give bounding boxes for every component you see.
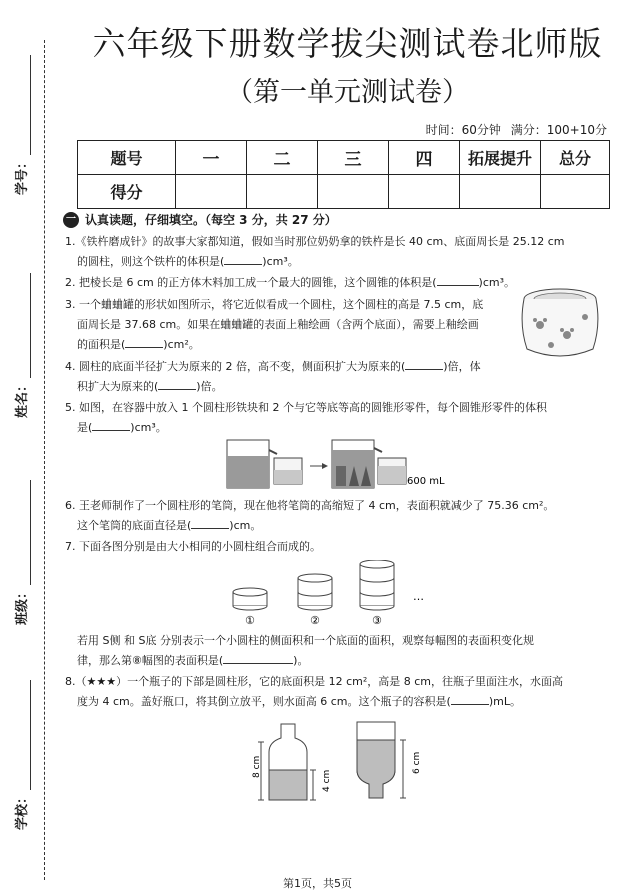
water-height-label: 4 cm: [322, 769, 332, 792]
q3-unit: )cm²。: [163, 338, 200, 351]
score-table: [77, 140, 610, 209]
container-figure: [222, 436, 472, 492]
header-cell: 三: [318, 141, 389, 175]
q4-text-4: )倍。: [196, 380, 223, 393]
answer-blank[interactable]: [158, 389, 196, 390]
page-subtitle: （第一单元测试卷）: [226, 77, 469, 108]
inverted-water-height-label: 6 cm: [412, 751, 422, 774]
bottle-figure: [245, 718, 435, 806]
q5-line-2: [65, 418, 605, 438]
student-no-label: 学号：: [15, 155, 30, 195]
q3-line-1: 3. 一个蛐蛐罐的形状如图所示，将它近似看成一个圆柱，这个圆柱的高是 7.5 cm，底: [65, 298, 484, 311]
q3-text: 的面积是(: [77, 338, 126, 351]
q8-line-1: 8.（★★★）一个瓶子的下部是圆柱形，它的底面积是 12 cm²，高是 8 cm，往瓶子里面注水，水面高: [65, 675, 563, 688]
question-3: [65, 295, 515, 355]
section-heading: [63, 211, 337, 228]
q7-line-3: [65, 651, 605, 671]
q6-line-2: [65, 516, 605, 536]
q8-text: 度为 4 cm。盖好瓶口，将其倒立放平，则水面高 6 cm。这个瓶子的容积是(: [77, 695, 451, 708]
q2-text: 2. 把棱长是 6 cm 的正方体木料加工成一个最大的圆锥，这个圆锥的体积是(: [65, 276, 437, 289]
q6-text: 这个笔筒的底面直径是(: [77, 519, 192, 532]
answer-blank[interactable]: [125, 347, 163, 348]
answer-blank[interactable]: [92, 430, 130, 431]
school-label: 学校：: [15, 790, 30, 830]
school-line: [30, 680, 31, 790]
question-5: [65, 398, 605, 438]
q1-text: 的圆柱，则这个铁杵的体积是(: [77, 255, 225, 268]
q6-unit: )cm。: [229, 519, 262, 532]
score-cell[interactable]: [318, 175, 389, 209]
q3-line-3: [65, 335, 515, 355]
q5-unit: )cm³。: [130, 421, 167, 434]
question-7-rule: [65, 631, 605, 671]
question-1: [65, 232, 605, 272]
full-score: 满分：100+10分: [510, 123, 607, 137]
name-label: 姓名：: [15, 378, 30, 418]
answer-blank[interactable]: [224, 264, 262, 265]
score-table-header-row: [78, 141, 610, 175]
q4-text: 4. 圆柱的底面半径扩大为原来的 2 倍，高不变，侧面积扩大为原来的(: [65, 360, 406, 373]
header-cell: 二: [247, 141, 318, 175]
q7-line-1: 7. 下面各图分别是由大小相同的小圆柱组合而成的。: [65, 540, 321, 553]
q2-unit: )cm³。: [478, 276, 516, 289]
q8-line-2: [65, 692, 605, 712]
class-line: [30, 480, 31, 585]
header-cell: 总分: [541, 141, 610, 175]
header-cell: 四: [389, 141, 460, 175]
answer-blank[interactable]: [451, 704, 489, 705]
height-label: 8 cm: [252, 755, 262, 778]
figure-label: ③: [372, 614, 382, 627]
q6-line-1: 6. 王老师制作了一个圆柱形的笔筒，现在他将笔筒的高缩短了 4 cm，表面积就减少了 75.36 cm²。: [65, 499, 555, 512]
page-title: 六年级下册数学拔尖测试卷北师版: [92, 24, 603, 63]
section-number: 一: [63, 212, 79, 228]
score-table-score-row: [78, 175, 610, 209]
binding-strip: [0, 0, 48, 896]
score-cell[interactable]: [541, 175, 610, 209]
score-label: 得分: [78, 175, 176, 209]
q4-text-3: 积扩大为原来的(: [77, 380, 159, 393]
q3-line-2: 面周长是 37.68 cm。如果在蛐蛐罐的表面上釉绘画（含两个底面），需要上釉绘画: [77, 318, 479, 331]
cricket-jar-figure: [515, 285, 605, 363]
question-no-label: 题号: [78, 141, 176, 175]
q4-line-1: [65, 357, 605, 377]
score-cell[interactable]: [176, 175, 247, 209]
score-cell[interactable]: [247, 175, 318, 209]
question-6: [65, 496, 605, 536]
page-footer: 第1页，共5页: [283, 877, 352, 890]
q7-end: )。: [293, 654, 309, 667]
score-cell[interactable]: [389, 175, 460, 209]
ellipsis-label: …: [413, 590, 424, 603]
q7-line-2: 若用 S侧 和 S底 分别表示一个小圆柱的侧面积和一个底面的面积，观察每幅图的表面积变化规: [77, 634, 534, 647]
score-cell[interactable]: [460, 175, 541, 209]
q4-line-2: [65, 377, 605, 397]
student-no-line: [30, 55, 31, 155]
q5-line-1: 5. 如图，在容器中放入 1 个圆柱形铁块和 2 个与它等底等高的圆锥形零件，每个圆锥形零件的体积: [65, 401, 547, 414]
q8-unit: )mL。: [488, 695, 521, 708]
exam-meta: [420, 121, 607, 138]
answer-blank[interactable]: [191, 528, 229, 529]
class-label: 班级：: [15, 585, 30, 625]
answer-blank[interactable]: [405, 369, 443, 370]
q1-line-1: 1.《铁杵磨成针》的故事大家都知道，假如当时那位奶奶拿的铁杵是长 40 cm、底面周长是 25.12 cm: [65, 235, 565, 248]
figure-label: ②: [310, 614, 320, 627]
q4-text-2: )倍，体: [443, 360, 481, 373]
q5-text: 是(: [77, 421, 93, 434]
header-cell: 一: [176, 141, 247, 175]
answer-blank[interactable]: [437, 285, 479, 286]
header-cell: 拓展提升: [460, 141, 541, 175]
question-7: [65, 537, 605, 557]
question-8: [65, 672, 605, 712]
figure-label: ①: [245, 614, 255, 627]
q1-line-2: [65, 252, 605, 272]
answer-blank[interactable]: [223, 663, 293, 664]
q1-unit: )cm³。: [262, 255, 299, 268]
section-title: 认真读题，仔细填空。（每空 3 分，共 27 分）: [85, 213, 337, 227]
time-limit: 时间：60分钟: [425, 123, 501, 137]
volume-label: 600 mL: [407, 476, 445, 487]
name-line: [30, 273, 31, 378]
question-4: [65, 357, 605, 397]
cut-line: [44, 40, 45, 880]
stacked-cylinders-figure: [228, 560, 438, 628]
q7-text: 律，那么第⑧幅图的表面积是(: [77, 654, 224, 667]
